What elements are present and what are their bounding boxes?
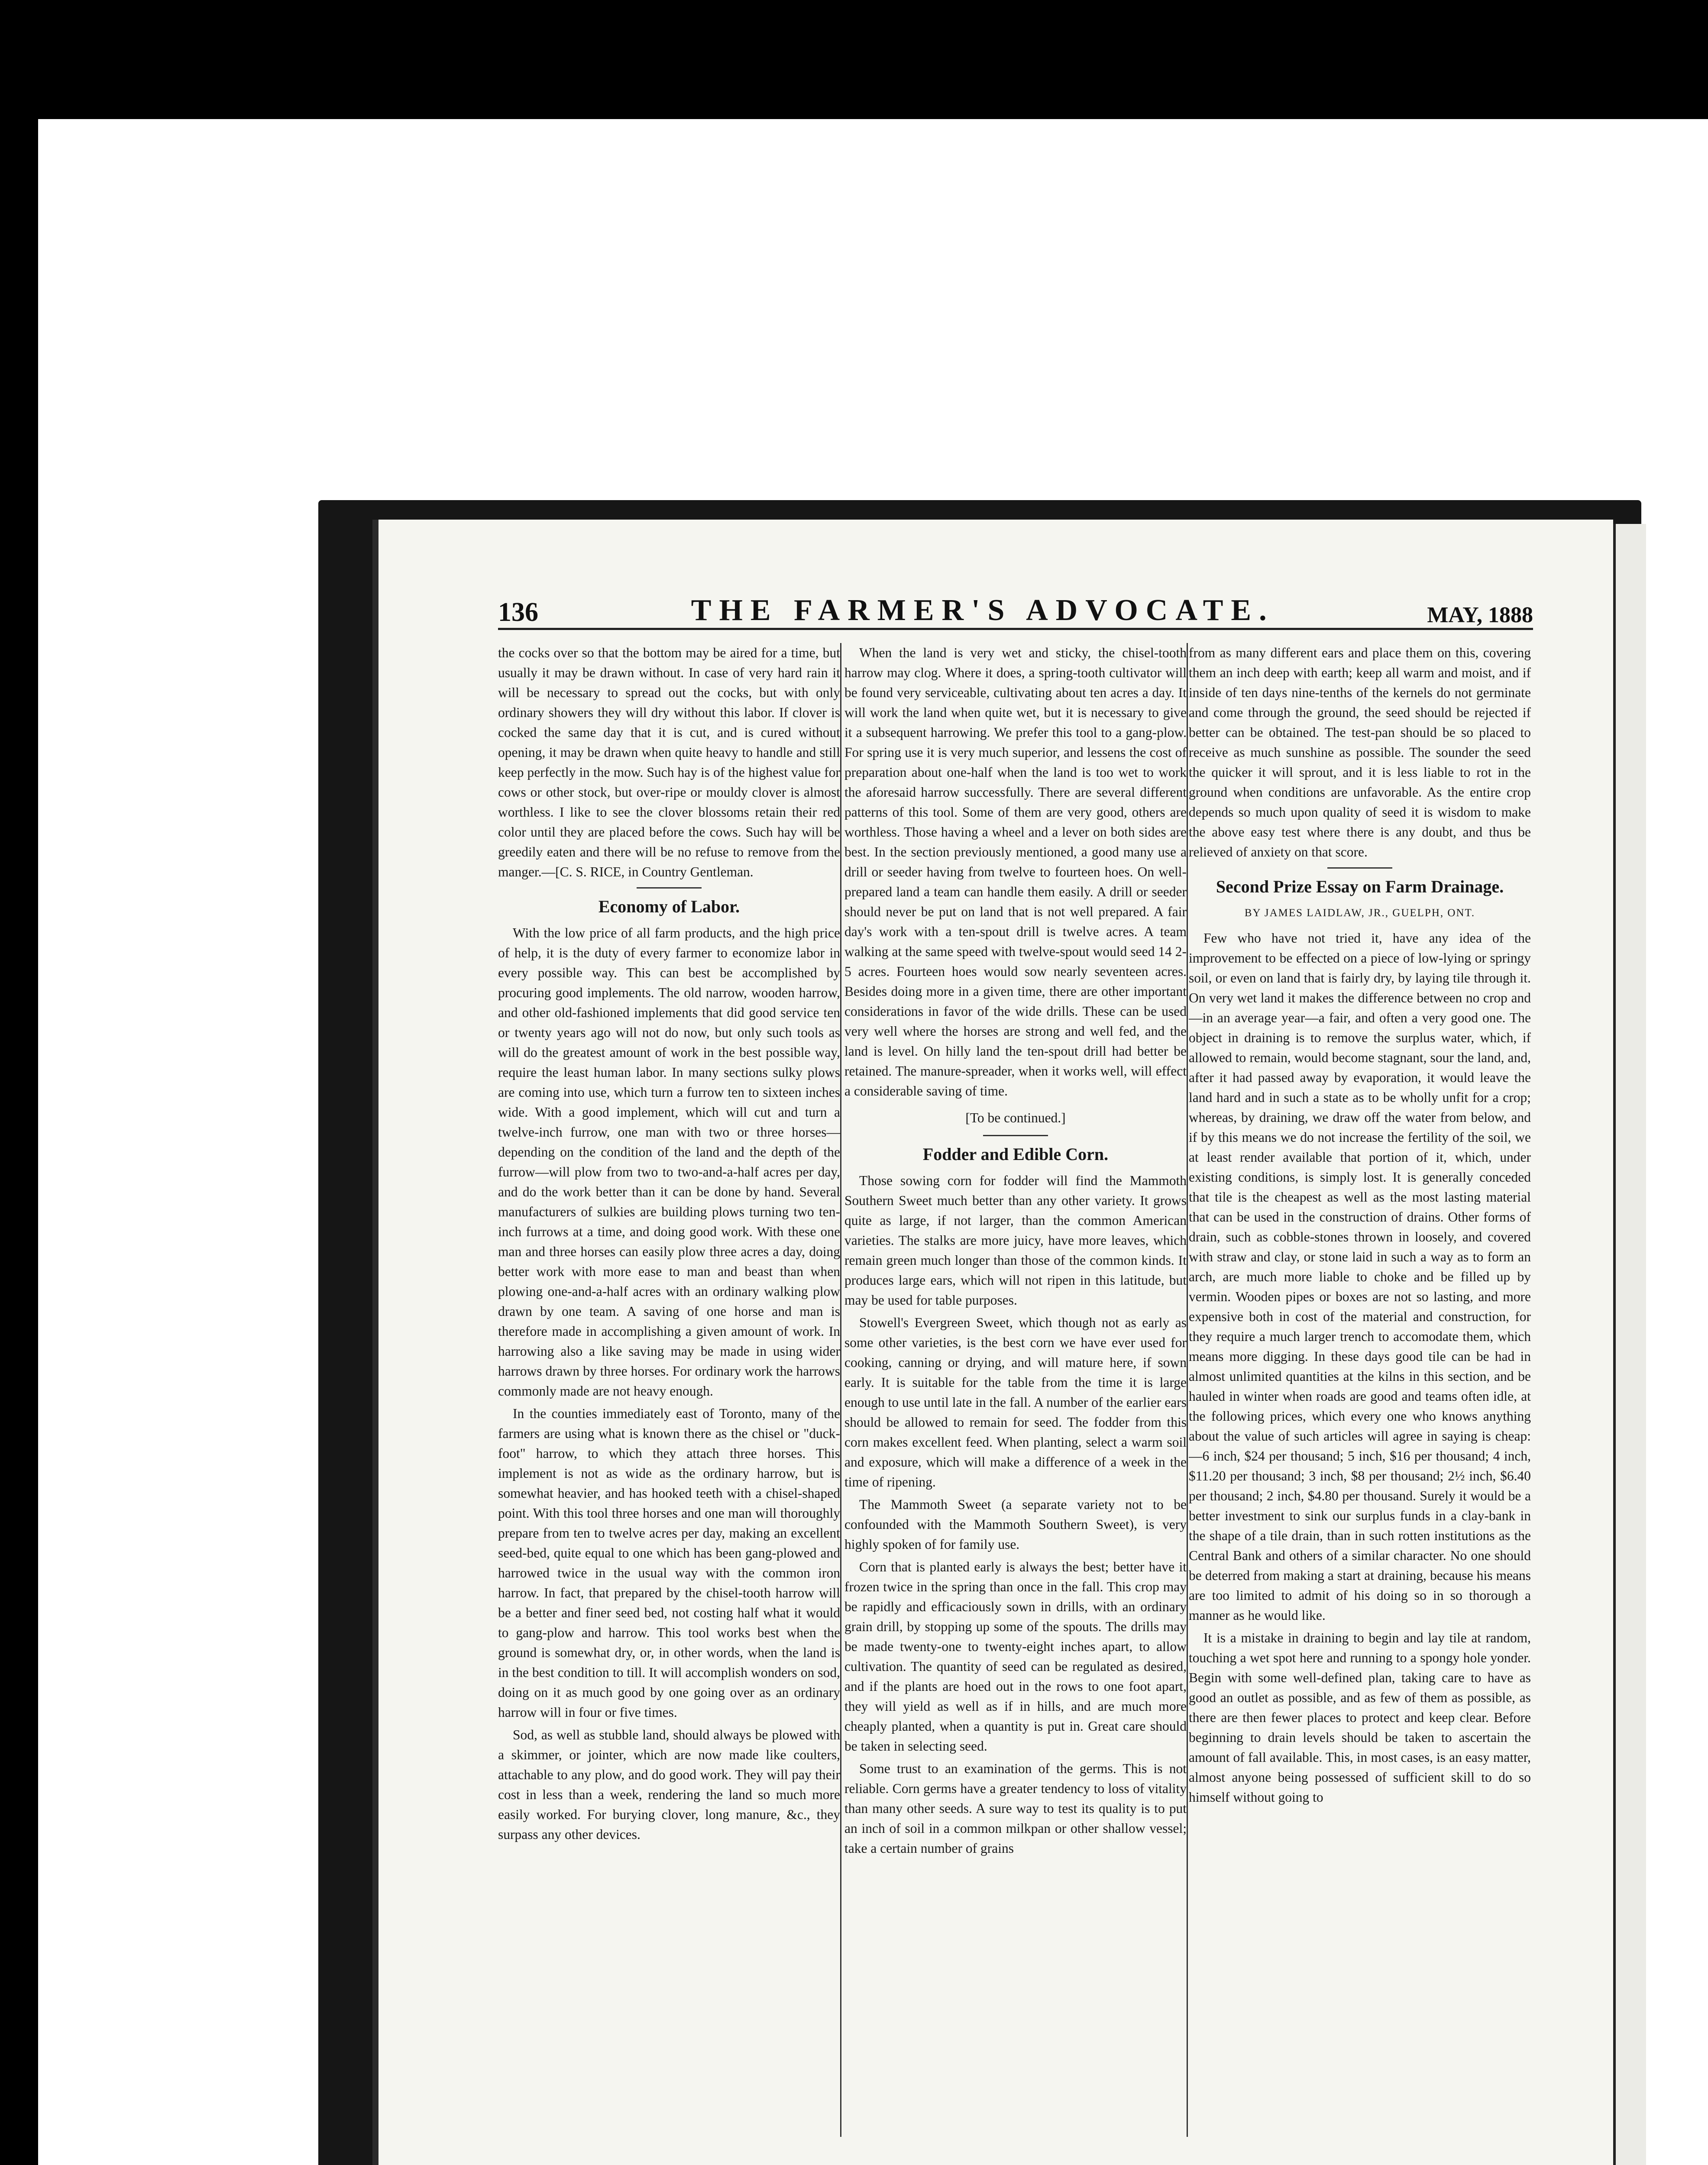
article-heading-farm-drainage: Second Prize Essay on Farm Drainage. [1216,877,1504,896]
paragraph: It is a mistake in draining to begin and lay tile at random, touching a wet spot here and running to a spongy hole yonder. Begin with some well-defined plan, taking care to have as good an outlet as possible, and as few of them as possible, as there are then fewer places to protect and keep clear. Before beginning to drain levels should be taken to ascertain the amount of fall available. This, in most cases, is an easy matter, almost anyone being possessed of sufficient skill to do so himself without going to [1189,1630,1531,1805]
article-heading-fodder-corn: Fodder and Edible Corn. [922,1144,1109,1164]
facing-page-edge [1613,524,1646,2165]
masthead-title: THE FARMER'S ADVOCATE. [691,594,1275,627]
continued-note: [To be continued.] [965,1110,1066,1125]
page-number: 136 [498,598,538,627]
paragraph: Sod, as well as stubble land, should always be plowed with a skimmer, or jointer, which are now made like coulters, attachable to any plow, and do good work. They will pay their cost in less than a week, rendering the land so much more easily worked. For burying clover, long manure, &c., they surpass any other devices. [498,1727,840,1842]
section-divider [1327,867,1392,869]
article-heading-economy-of-labor: Economy of Labor. [598,897,740,916]
text-column-1 [498,643,840,2146]
text-column-2 [844,643,1187,2146]
paragraph: Stowell's Evergreen Sweet, which though not as early as some other varieties, is the best corn we have ever used for cooking, canning or drying, and will mature here, if sown early. It is suitable for the table from the time it is large enough to use until late in the fall. A number of the earlier ears should be allowed to remain for seed. The fodder from this corn makes excellent feed. When planting, select a warm soil and exposure, which will make a difference of a week in the time of ripening. [844,1315,1187,1490]
paragraph: Those sowing corn for fodder will find the Mammoth Southern Sweet much better than any other variety. It grows quite as large, if not larger, than the common American varieties. The stalks are more juicy, have more leaves, which remain green much longer than those of the common kinds. It produces large ears, which will not ripen in this latitude, but may be used for table purposes. [844,1173,1187,1308]
paragraph: When the land is very wet and sticky, the chisel-tooth harrow may clog. Where it does, a spring-tooth cultivator will be found very serviceable, cultivating about ten acres a day. It will work the land when quite wet, but it is necessary to give it a subsequent harrowing. We prefer this tool to a gang-plow. For spring use it is very much superior, and lessens the cost of preparation about one-half when the land is too wet to work the aforesaid harrow successfully. There are several different patterns of this tool. Some of them are very good, others are worthless. Those having a wheel and a lever on both sides are best. In the section previously mentioned, a good many use a drill or seeder having from twelve to fourteen hoes. On well-prepared land a team can handle them easily. A drill or seeder should never be put on land that is not well prepared. A fair day's work with a ten-spout drill is twelve acres. A team walking at the same speed with twelve-spout would seed 14 2-5 acres. Fourteen hoes would sow nearly seventeen acres. Besides doing more in a given time, there are other important considerations in favor of the wide drills. These can be used very well where the horses are strong and well fed, and the land is level. On hilly land the ten-spout drill had better be retained. The manure-spreader, when it works well, will effect a considerable saving of time. [844,645,1187,1099]
column-rule [840,643,841,2137]
paragraph: Corn that is planted early is always the best; better have it frozen twice in the spring than once in the fall. This crop may be rapidly and efficaciously sown in drills, with an ordinary grain drill, by stopping up some of the spouts. The drills may be made twenty-one to twenty-eight inches apart, to allow cultivation. The quantity of seed can be regulated as desired, and if the plants are hoed out in the rows to one foot apart, they will yield as well as if in hills, and are much more cheaply planted, when a quantity is put in. Great care should be taken in selecting seed. [844,1559,1187,1754]
paragraph: Some trust to an examination of the germs. This is not reliable. Corn germs have a greater tendency to loss of vitality than many other seeds. A sure way to test its quality is to put an inch of soil in a common milkpan or other shallow vessel; take a certain number of grains [844,1761,1187,1856]
section-divider [637,887,702,889]
paragraph: With the low price of all farm products, and the high price of help, it is the duty of every farmer to economize labor in every possible way. This can best be accomplished by procuring good implements. The old narrow, wooden harrow, and other old-fashioned implements that did good service ten or twenty years ago will not do now, but only such tools as will do the greatest amount of work in the best possible way, require the least human labor. In many sections sulky plows are coming into use, which turn a furrow ten to sixteen inches wide. With a good implement, which will cut and turn a twelve-inch furrow, one man with two or three horses—depending on the condition of the land and the depth of the furrow—will plow from two to two-and-a-half acres per day, and do the work better than it can be done by hand. Several manufacturers of sulkies are building plows turning two ten-inch furrows at a time, and doing good work. With these one man and three horses can easily plow three acres a day, doing better work with more ease to man and beast than when plowing one-and-a-half acres with an ordinary walking plow drawn by one team. A saving of one horse and man is therefore made in accomplishing a given amount of work. In harrowing also a like saving may be made in using wider harrows drawn by three horses. For ordinary work the harrows commonly made are not heavy enough. [498,925,840,1399]
column-rule [1187,643,1188,2137]
paragraph: from as many different ears and place them on this, covering them an inch deep with earth; keep all warm and moist, and if inside of ten days nine-tenths of the kernels do not germinate and come through the ground, the seed should be rejected if better can be obtained. The test-pan should be so placed to receive as much sunshine as possible. The sounder the seed the quicker it will sprout, and it is less liable to rot in the ground when conditions are unfavorable. As the entire crop depends so much upon quality of seed it is wisdom to make the above easy test where there is any doubt, and thus be relieved of anxiety on that score. [1189,645,1531,860]
paragraph: Few who have not tried it, have any idea of the improvement to be effected on a piece of low-lying or springy soil, or even on land that is fairly dry, by laying tile through it. On very wet land it makes the difference between no crop and—in an average year—a fair, and often a very good one. The object in draining is to remove the surplus water, which, if allowed to remain, would become stagnant, sour the land, and, after it had passed away by evaporation, it would leave the land hard and in such a state as to be wholly unfit for a crop; whereas, by draining, we draw off the water from below, and if by this means we do not increase the fertility of the soil, we at least render available that portion of it, which, under existing conditions, is simply lost. It is generally conceded that tile is the cheapest as well as the most lasting material that can be used in the construction of drains. Other forms of drain, such as cobble-stones thrown in loosely, and covered with straw and clay, or stone laid in such a way as to form an arch, are much more liable to choke and be filled up by vermin. Wooden pipes or boxes are not so lasting, and more expensive both in cost of the material and construction, for they require a much larger trench to accomodate them, which means more digging. In these days good tile can be had in almost unlimited quantities at the kilns in this section, and be hauled in winter when roads are good and teams often idle, at the following prices, which every one who knows anything about the value of such articles will agree in saying is cheap:—6 inch, $24 per thousand; 5 inch, $16 per thousand; 4 inch, $11.20 per thousand; 3 inch, $8 per thousand; 2½ inch, $6.40 per thousand; 2 inch, $4.80 per thousand. Surely it would be a better investment to sink our surplus funds in a clay-bank in the shape of a tile drain, than in such rotten institutions as the Central Bank and others of a similar character. No one should be deterred from making a start at draining, because his means are too limited to admit of his doing so in so thorough a manner as he would like. [1189,931,1531,1623]
section-divider [983,1135,1048,1136]
article-byline: BY JAMES LAIDLAW, JR., GUELPH, ONT. [1244,907,1475,919]
text-column-3 [1189,643,1531,2146]
page-header [498,589,1533,630]
paragraph: The Mammoth Sweet (a separate variety not to be confounded with the Mammoth Southern Sweet), is very highly spoken of for family use. [844,1497,1187,1552]
paragraph: In the counties immediately east of Toronto, many of the farmers are using what is known there as the chisel or "duck-foot" harrow, to which they attach three horses. This implement is not as wide as the ordinary harrow, but is somewhat heavier, and has hooked teeth with a chisel-shaped point. With this tool three horses and one man will thoroughly prepare from ten to twelve acres per day, making an excellent seed-bed, quite equal to one which has been gang-plowed and harrowed twice in the usual way with the common iron harrow. In fact, that prepared by the chisel-tooth harrow will be a better and finer seed bed, not costing half what it would to gang-plow and harrow. This tool works best when the ground is somewhat dry, or, in other words, when the land is in the best condition to till. It will accomplish wonders on sod, doing on it as much good by one going over as an ordinary harrow will in four or five times. [498,1406,840,1720]
issue-date: MAY, 1888 [1427,603,1533,627]
paragraph: the cocks over so that the bottom may be aired for a time, but usually it may be drawn without. In case of very hard rain it will be necessary to spread out the cocks, but with only ordinary showers they will dry without this labor. If clover is cocked the same day that it is cut, and is cured without opening, it may be drawn when quite heavy to handle and still keep perfectly in the mow. Such hay is of the highest value for cows or other stock, but over-ripe or mouldy clover is almost worthless. I like to see the clover blossoms retain their red color until they are placed before the cows. Such hay will be greedily eaten and there will be no refuse to remove from the manger.—[C. S. RICE, in Country Gentleman. [498,645,840,879]
